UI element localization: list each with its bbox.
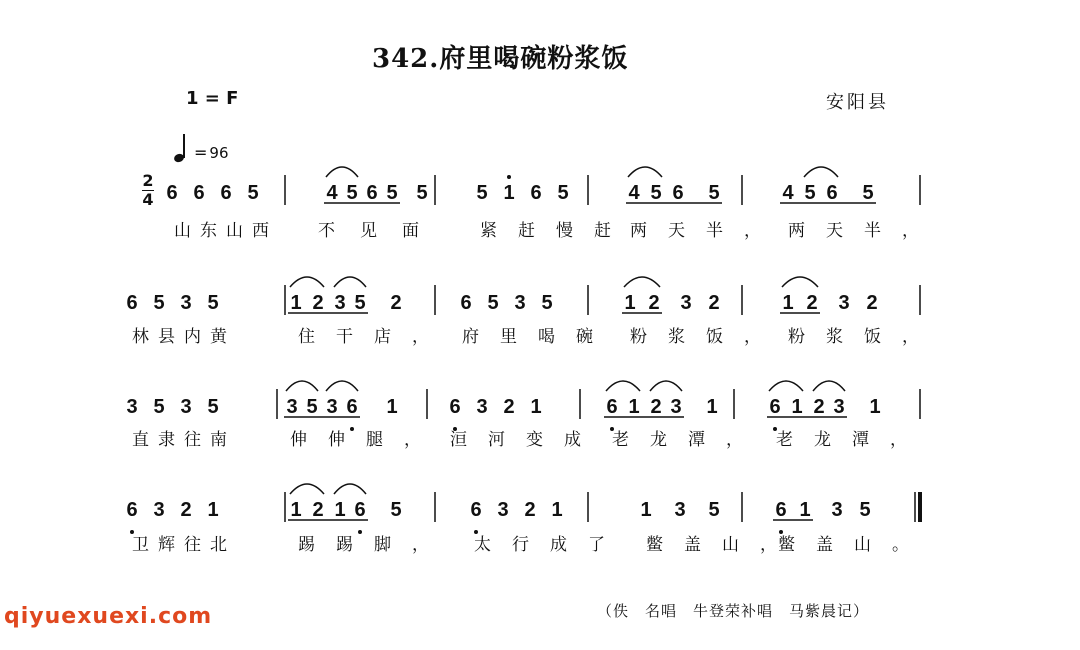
low-octave-dot xyxy=(474,530,478,534)
note-number: 5 xyxy=(386,182,398,204)
note-number: 1 xyxy=(290,499,302,521)
slur-arc xyxy=(606,381,640,391)
lyric-char: 里 xyxy=(500,327,517,347)
lyric-char: 山 xyxy=(174,221,191,241)
note-number: 3 xyxy=(670,396,682,418)
note-number: 6 xyxy=(193,182,205,204)
note-number: 3 xyxy=(126,396,138,418)
note-number: 6 xyxy=(126,292,138,314)
lyric-char: 不 xyxy=(318,221,335,241)
note-number: 5 xyxy=(207,292,219,314)
note-number: 1 xyxy=(334,499,346,521)
lyric-char: 半 xyxy=(706,221,723,241)
lyric-char: 山 xyxy=(722,535,739,555)
lyric-char: 成 xyxy=(564,430,581,450)
note-number: 5 xyxy=(862,182,874,204)
slur-arc xyxy=(813,381,845,391)
lyric-char: 粉 xyxy=(630,327,647,347)
note-number: 5 xyxy=(650,182,662,204)
slur-arc xyxy=(334,277,366,287)
low-octave-dot xyxy=(358,530,362,534)
note-number: 4 xyxy=(782,182,794,204)
note-number: 6 xyxy=(354,499,366,521)
note-number: 3 xyxy=(153,499,165,521)
note-number: 5 xyxy=(476,182,488,204)
lyric-char: 伸 xyxy=(328,430,345,450)
note-number: 1 xyxy=(791,396,803,418)
note-number: 1 xyxy=(640,499,652,521)
note-number: 2 xyxy=(813,396,825,418)
note-number: 2 xyxy=(180,499,192,521)
lyric-char: 成 xyxy=(550,535,567,555)
note-number: 2 xyxy=(648,292,660,314)
note-number: 2 xyxy=(806,292,818,314)
lyric-char: 林 xyxy=(132,327,149,347)
lyric-char: 府 xyxy=(462,327,479,347)
note-number: 2 xyxy=(650,396,662,418)
lyric-char: 两 xyxy=(630,221,647,241)
lyric-char: 老 xyxy=(776,430,793,450)
slur-arc xyxy=(624,277,660,287)
tempo-value: 96 xyxy=(209,144,229,162)
note-number: 3 xyxy=(180,292,192,314)
lyric-char: 店 xyxy=(374,327,391,347)
lyric-char: 脚 xyxy=(374,535,391,555)
lyric-char: 洹 xyxy=(450,430,467,450)
key-signature: 1 = F xyxy=(186,88,239,109)
lyric-char: ， xyxy=(902,327,919,347)
note-number: 1 xyxy=(799,499,811,521)
note-number: 3 xyxy=(514,292,526,314)
lyric-char: ， xyxy=(744,221,761,241)
note-number: 5 xyxy=(354,292,366,314)
slur-arc xyxy=(326,381,358,391)
note-number: 1 xyxy=(869,396,881,418)
lyric-char: 老 xyxy=(612,430,629,450)
lyric-char: 干 xyxy=(336,327,353,347)
note-number: 5 xyxy=(708,499,720,521)
lyric-char: 北 xyxy=(210,535,227,555)
note-number: 1 xyxy=(503,182,515,204)
slur-arc xyxy=(290,277,324,287)
slur-arc xyxy=(769,381,803,391)
slur-arc xyxy=(290,484,324,494)
note-number: 3 xyxy=(180,396,192,418)
note-number: 1 xyxy=(290,292,302,314)
lyric-char: 东 xyxy=(200,221,217,241)
note-number: 5 xyxy=(708,182,720,204)
note-number: 6 xyxy=(366,182,378,204)
note-number: 3 xyxy=(838,292,850,314)
slur-arc xyxy=(650,381,682,391)
lyric-char: 往 xyxy=(184,430,201,450)
lyric-char: 碗 xyxy=(576,327,593,347)
note-number: 6 xyxy=(126,499,138,521)
time-signature-bottom: 4 xyxy=(142,190,154,209)
lyric-char: 往 xyxy=(184,535,201,555)
note-number: 3 xyxy=(476,396,488,418)
lyric-char: 伸 xyxy=(290,430,307,450)
note-number: 5 xyxy=(487,292,499,314)
note-number: 2 xyxy=(312,499,324,521)
low-octave-dot xyxy=(130,530,134,534)
slur-arc xyxy=(326,167,358,177)
note-number: 2 xyxy=(312,292,324,314)
lyric-char: 两 xyxy=(788,221,805,241)
note-number: 5 xyxy=(153,292,165,314)
note-number: 5 xyxy=(859,499,871,521)
slur-arc xyxy=(782,277,818,287)
lyric-char: 山 xyxy=(854,535,871,555)
slur-arc xyxy=(804,167,838,177)
slur-arc xyxy=(286,381,318,391)
note-number: 3 xyxy=(497,499,509,521)
lyric-char: 直 xyxy=(132,430,149,450)
song-title: 342.府里喝碗粉浆饭 xyxy=(372,44,629,74)
note-number: 6 xyxy=(606,396,618,418)
lyric-char: 西 xyxy=(252,221,269,241)
lyric-char: 县 xyxy=(158,327,175,347)
note-number: 6 xyxy=(775,499,787,521)
lyric-char: 浆 xyxy=(826,327,843,347)
lyric-char: 饭 xyxy=(706,327,723,347)
low-octave-dot xyxy=(350,427,354,431)
lyric-char: 龙 xyxy=(650,430,667,450)
note-number: 6 xyxy=(530,182,542,204)
lyric-char: ， xyxy=(726,430,743,450)
note-number: 6 xyxy=(826,182,838,204)
note-number: 3 xyxy=(831,499,843,521)
lyric-char: 卫 xyxy=(132,535,149,555)
lyric-char: 天 xyxy=(668,221,685,241)
lyric-char: 饭 xyxy=(864,327,881,347)
note-number: 1 xyxy=(551,499,563,521)
lyric-char: 喝 xyxy=(538,327,555,347)
lyric-char: 紧 xyxy=(480,221,497,241)
note-number: 3 xyxy=(286,396,298,418)
tempo-marking: = 96 xyxy=(172,136,229,162)
note-number: 1 xyxy=(628,396,640,418)
lyric-char: 变 xyxy=(526,430,543,450)
slur-arc xyxy=(334,484,366,494)
note-number: 3 xyxy=(680,292,692,314)
lyric-char: 太 xyxy=(474,535,491,555)
note-number: 6 xyxy=(769,396,781,418)
note-number: 1 xyxy=(624,292,636,314)
lyric-char: 南 xyxy=(210,430,227,450)
note-number: 6 xyxy=(220,182,232,204)
lyric-char: ， xyxy=(404,430,421,450)
slur-arc xyxy=(628,167,662,177)
lyric-char: ， xyxy=(902,221,919,241)
note-number: 1 xyxy=(207,499,219,521)
lyric-char: 。 xyxy=(892,535,909,555)
note-number: 5 xyxy=(557,182,569,204)
lyric-char: 踢 xyxy=(336,535,353,555)
lyric-char: 赶 xyxy=(518,221,535,241)
lyric-char: 隶 xyxy=(158,430,175,450)
lyric-char: 盖 xyxy=(684,535,701,555)
lyric-char: 黄 xyxy=(210,327,227,347)
lyric-char: ， xyxy=(412,327,429,347)
note-number: 2 xyxy=(503,396,515,418)
note-number: 1 xyxy=(386,396,398,418)
note-number: 3 xyxy=(326,396,338,418)
note-number: 2 xyxy=(866,292,878,314)
note-number: 1 xyxy=(530,396,542,418)
note-number: 2 xyxy=(390,292,402,314)
note-number: 1 xyxy=(706,396,718,418)
lyric-char: 见 xyxy=(360,221,377,241)
lyric-char: 鳖 xyxy=(646,535,663,555)
lyric-char: 粉 xyxy=(788,327,805,347)
lyric-char: 踢 xyxy=(298,535,315,555)
lyric-char: 住 xyxy=(298,327,315,347)
note-number: 5 xyxy=(346,182,358,204)
note-number: 2 xyxy=(708,292,720,314)
credits-footer: （佚 名唱 牛登荣补唱 马紫晨记） xyxy=(597,602,870,620)
note-number: 3 xyxy=(674,499,686,521)
lyric-char: 潭 xyxy=(852,430,869,450)
note-number: 5 xyxy=(153,396,165,418)
lyric-char: 面 xyxy=(402,221,419,241)
note-number: 5 xyxy=(416,182,428,204)
lyric-char: 天 xyxy=(826,221,843,241)
lyric-char: ， xyxy=(744,327,761,347)
lyric-char: 盖 xyxy=(816,535,833,555)
note-number: 3 xyxy=(833,396,845,418)
low-octave-dot xyxy=(779,530,783,534)
lyric-char: 了 xyxy=(588,535,605,555)
note-number: 4 xyxy=(628,182,640,204)
note-number: 5 xyxy=(306,396,318,418)
note-number: 5 xyxy=(390,499,402,521)
lyric-char: 鳖 xyxy=(778,535,795,555)
lyric-char: 行 xyxy=(512,535,529,555)
note-number: 5 xyxy=(207,396,219,418)
note-number: 5 xyxy=(804,182,816,204)
note-number: 1 xyxy=(782,292,794,314)
note-number: 6 xyxy=(672,182,684,204)
note-number: 2 xyxy=(524,499,536,521)
lyric-char: 龙 xyxy=(814,430,831,450)
lyric-char: 山 xyxy=(226,221,243,241)
note-number: 6 xyxy=(460,292,472,314)
lyric-char: 腿 xyxy=(366,430,383,450)
note-number: 5 xyxy=(247,182,259,204)
lyric-char: ， xyxy=(890,430,907,450)
site-watermark: qiyuexuexi.com xyxy=(4,604,213,629)
lyric-char: 内 xyxy=(184,327,201,347)
song-origin: 安阳县 xyxy=(826,92,889,113)
lyric-char: 慢 xyxy=(556,221,573,241)
note-number: 5 xyxy=(541,292,553,314)
lyric-char: 浆 xyxy=(668,327,685,347)
lyric-char: 潭 xyxy=(688,430,705,450)
lyric-char: 半 xyxy=(864,221,881,241)
note-number: 4 xyxy=(326,182,338,204)
lyric-char: 赶 xyxy=(594,221,611,241)
high-octave-dot xyxy=(507,175,511,179)
note-number: 6 xyxy=(470,499,482,521)
time-signature-top: 2 xyxy=(142,171,154,190)
lyric-char: ， xyxy=(760,535,777,555)
note-number: 3 xyxy=(334,292,346,314)
lyric-char: ， xyxy=(412,535,429,555)
note-number: 6 xyxy=(166,182,178,204)
lyric-char: 辉 xyxy=(158,535,175,555)
note-number: 6 xyxy=(346,396,358,418)
lyric-char: 河 xyxy=(488,430,505,450)
note-number: 6 xyxy=(449,396,461,418)
